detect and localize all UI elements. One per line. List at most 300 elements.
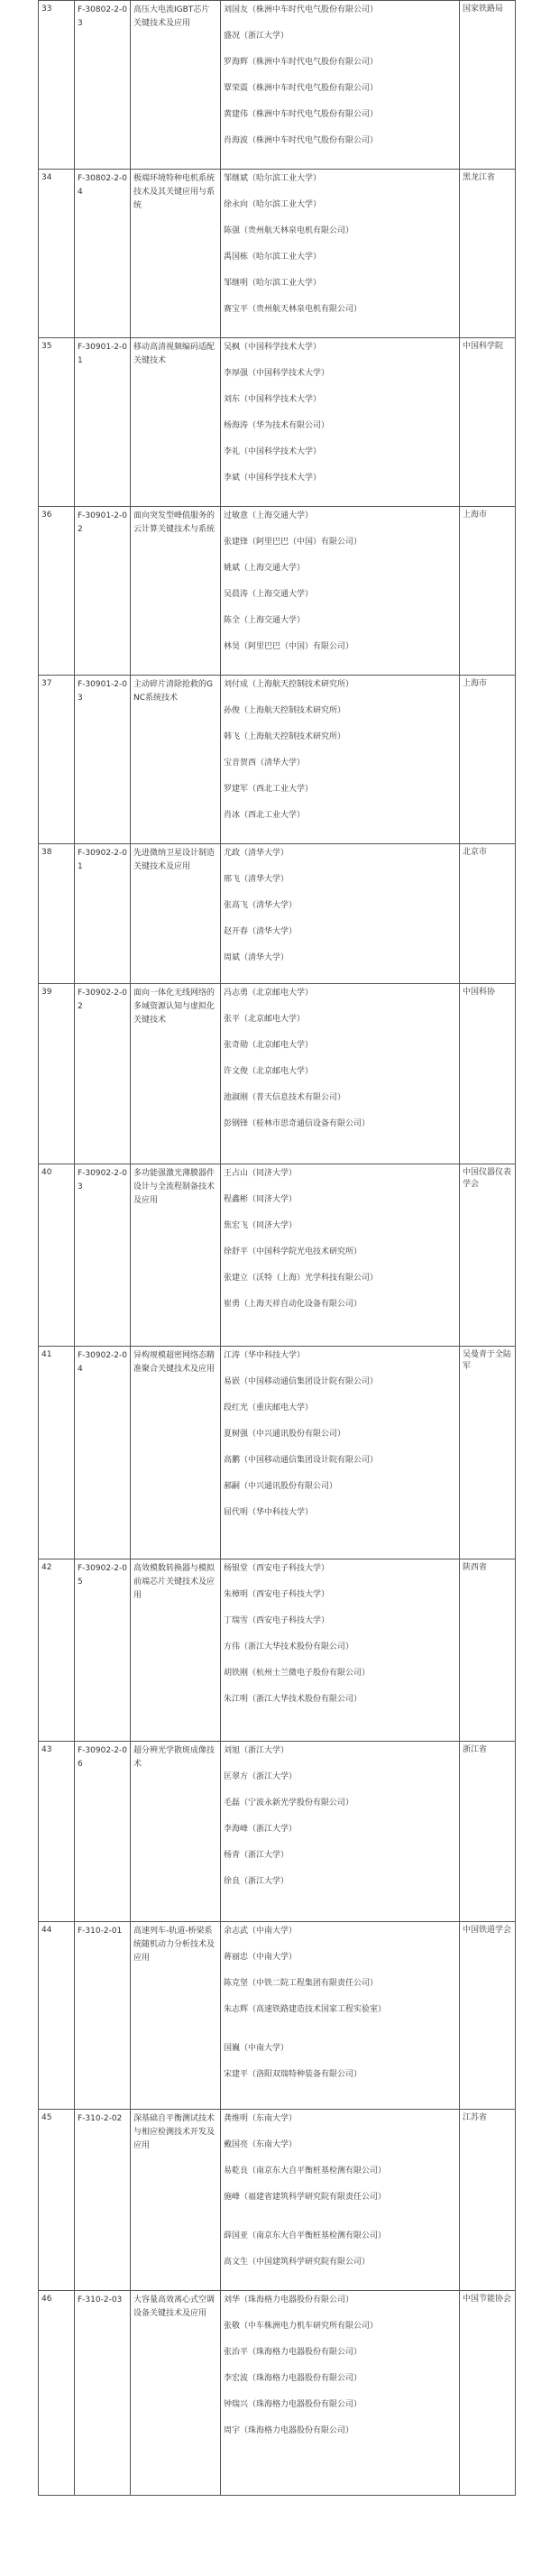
table-row xyxy=(39,984,516,1164)
project-title: 高压大电流IGBT芯片关键技术及应用 xyxy=(131,1,221,170)
member-entry xyxy=(224,847,456,873)
member-name: 禹国栋 xyxy=(224,253,249,262)
member-entry xyxy=(224,2139,456,2165)
project-code: F-30902-2-04 xyxy=(75,1347,131,1559)
member-organization: （哈尔滨工业大学） xyxy=(248,200,322,209)
member-name: 李海峰 xyxy=(224,1825,249,1834)
nominator: 陕西省 xyxy=(460,1559,516,1742)
member-organization: （清华大学） xyxy=(240,875,289,884)
member-organization: （中国移动通信集团设计院有限公司） xyxy=(240,1377,379,1386)
member-list xyxy=(221,1,460,170)
member-organization: （上海航天控制技术研究所） xyxy=(248,680,354,689)
member-organization: （珠海格力电器股份有限公司） xyxy=(248,2400,362,2409)
member-organization: （阿里巴巴（中国）有限公司） xyxy=(248,538,362,547)
member-name: 彭钢锋 xyxy=(224,1119,249,1128)
member-organization: （北京邮电大学） xyxy=(240,1015,306,1024)
member-entry xyxy=(224,198,456,225)
member-organization: （哈尔滨工业大学） xyxy=(248,174,322,183)
member-organization: （浙江大华技术股份有限公司） xyxy=(248,1695,362,1704)
member-name: 罗建军 xyxy=(224,785,249,794)
member-name: 宝音贺西 xyxy=(224,759,257,768)
member-name: 焦宏飞 xyxy=(224,1221,249,1230)
member-list xyxy=(221,844,460,984)
member-organization: （中国科学院光电技术研究所） xyxy=(248,1247,362,1256)
member-name: 丁瑞雪 xyxy=(224,1616,249,1625)
member-name: 覃荣震 xyxy=(224,84,249,93)
member-organization: （中兴通讯股份有限公司） xyxy=(248,1430,346,1439)
member-name: 许文俊 xyxy=(224,1067,249,1076)
member-organization: （浙江大华技术股份有限公司） xyxy=(240,1642,354,1651)
member-organization: （清华大学） xyxy=(240,953,289,962)
member-organization: （中铁二院工程集团有限责任公司） xyxy=(248,1979,379,1988)
member-organization: （西北工业大学） xyxy=(248,785,314,794)
member-name: 尤政 xyxy=(224,849,241,858)
member-entry xyxy=(224,1428,456,1454)
member-name: 戴国亮 xyxy=(224,2140,249,2149)
member-name: 钟瑞兴 xyxy=(224,2400,249,2409)
table-row xyxy=(39,1,516,170)
member-list xyxy=(221,507,460,676)
member-entry xyxy=(224,1454,456,1480)
nominator: 中国科学院 xyxy=(460,338,516,507)
member-name: 易乾良 xyxy=(224,2167,249,2176)
member-organization: （中国科学技术大学） xyxy=(240,343,322,352)
nominator: 江苏省 xyxy=(460,2110,516,2291)
member-entry xyxy=(224,1823,456,1849)
member-organization: （同济大学） xyxy=(248,1221,298,1230)
member-entry xyxy=(224,536,456,562)
project-code: F-30901-2-03 xyxy=(75,676,131,844)
member-entry xyxy=(224,1375,456,1402)
member-organization: （中国科学技术大学） xyxy=(240,474,322,483)
member-entry xyxy=(224,899,456,925)
member-organization: （中国科学技术大学） xyxy=(240,447,322,456)
nominator: 国家铁路局 xyxy=(460,1,516,170)
member-organization: （哈尔滨工业大学） xyxy=(248,253,322,262)
member-organization: （上海交通大学） xyxy=(240,616,306,625)
member-organization: （上海航天控制技术研究所） xyxy=(240,706,346,715)
member-name: 张平 xyxy=(224,1015,241,1024)
member-organization: （贵州航天林泉电机有限公司） xyxy=(248,305,362,314)
member-name: 黄建伟 xyxy=(224,110,249,119)
member-name: 张敬 xyxy=(224,2322,241,2331)
member-entry xyxy=(224,2256,456,2282)
member-entry xyxy=(224,1298,456,1324)
member-entry xyxy=(224,1349,456,1375)
member-list xyxy=(221,676,460,844)
member-organization: （沃特（上海）光学科技有限公司） xyxy=(248,1274,379,1283)
member-entry xyxy=(224,108,456,134)
member-organization: （株洲中车时代电气股份有限公司） xyxy=(248,58,379,67)
table-row xyxy=(39,2291,516,2496)
project-title: 高效模数转换器与模拟前端芯片关键技术及应用 xyxy=(131,1559,221,1742)
member-name: 周斌 xyxy=(224,953,241,962)
member-entry xyxy=(224,2165,456,2191)
member-entry xyxy=(224,225,456,251)
member-organization: （福建省建筑科学研究院有限责任公司） xyxy=(240,2193,387,2202)
project-code: F-310-2-02 xyxy=(75,2110,131,2291)
member-list xyxy=(221,338,460,507)
member-name: 王占山 xyxy=(224,1169,249,1178)
member-name: 毛磊 xyxy=(224,1799,241,1808)
member-name: 邹继斌 xyxy=(224,174,249,183)
member-entry xyxy=(224,134,456,161)
member-name: 薛国亚 xyxy=(224,2231,249,2240)
member-organization: （上海交通大学） xyxy=(248,511,314,520)
member-name: 高文生 xyxy=(224,2258,249,2267)
member-entry xyxy=(224,472,456,498)
member-entry xyxy=(224,1977,456,2003)
awards-table xyxy=(38,0,516,2496)
member-name: 刘国友 xyxy=(224,5,249,14)
nominator: 黑龙江省 xyxy=(460,170,516,338)
member-organization: （株洲中车时代电气股份有限公司） xyxy=(248,84,379,93)
member-entry xyxy=(224,30,456,56)
member-organization: （同济大学） xyxy=(248,1169,298,1178)
member-entry xyxy=(224,2230,456,2256)
member-entry xyxy=(224,2042,456,2068)
member-entry xyxy=(224,1118,456,1144)
member-organization: （中兴通讯股份有限公司） xyxy=(240,1482,338,1491)
member-organization: （上海航天控制技术研究所） xyxy=(240,732,346,741)
member-entry xyxy=(224,588,456,614)
member-entry xyxy=(224,172,456,198)
table-row xyxy=(39,1922,516,2110)
project-title: 极端环境特种电机系统技术及其关键应用与系统 xyxy=(131,170,221,338)
member-entry xyxy=(224,2320,456,2346)
member-organization: （浙江大学） xyxy=(240,1851,289,1860)
member-organization: （上海交通大学） xyxy=(240,564,306,573)
member-organization: （株洲中车时代电气股份有限公司） xyxy=(248,5,379,14)
member-name: 赵开春 xyxy=(224,927,249,936)
member-organization: （东南大学） xyxy=(248,2114,298,2123)
member-organization: （中国科学技术大学） xyxy=(240,395,322,404)
project-title: 高速列车-轨道-桥梁系统随机动力分析技术及应用 xyxy=(131,1922,221,2110)
member-entry xyxy=(224,640,456,667)
member-name: 易嵌 xyxy=(224,1377,241,1386)
member-entry xyxy=(224,704,456,731)
table-row xyxy=(39,2110,516,2291)
member-name: 邢飞 xyxy=(224,875,241,884)
member-organization: （洛阳双瑞特种装备有限公司） xyxy=(248,2070,362,2079)
member-name: 韩飞 xyxy=(224,732,241,741)
nominator: 中国铁道学会 xyxy=(460,1922,516,2110)
member-organization: （南京东大自平衡桩基检测有限公司） xyxy=(248,2231,387,2240)
member-name: 姚斌 xyxy=(224,564,241,573)
project-title: 多功能强激光薄膜器件设计与全流程制备技术及应用 xyxy=(131,1164,221,1347)
member-list xyxy=(221,2291,460,2496)
member-organization: （浙江大学） xyxy=(248,1772,298,1781)
nominator: 中国科协 xyxy=(460,984,516,1164)
member-organization: （珠海格力电器股份有限公司） xyxy=(240,2426,354,2435)
project-code: F-310-2-01 xyxy=(75,1922,131,2110)
member-name: 冯志勇 xyxy=(224,989,249,998)
member-entry xyxy=(224,1402,456,1428)
project-code: F-310-2-03 xyxy=(75,2291,131,2496)
member-name: 李厚强 xyxy=(224,369,249,378)
project-code: F-30902-2-06 xyxy=(75,1742,131,1922)
member-entry xyxy=(224,2191,456,2230)
member-entry xyxy=(224,987,456,1013)
nominator: 上海市 xyxy=(460,676,516,844)
project-title: 大容量高效离心式空调设备关键技术及应用 xyxy=(131,2291,221,2496)
member-entry xyxy=(224,1091,456,1118)
member-name: 刘华 xyxy=(224,2295,241,2305)
nominator: 北京市 xyxy=(460,844,516,984)
member-name: 朱樟明 xyxy=(224,1590,249,1599)
member-organization: （清华大学） xyxy=(248,901,298,910)
member-name: 施峰 xyxy=(224,2193,241,2202)
member-name: 陈克坚 xyxy=(224,1979,249,1988)
member-organization: （清华大学） xyxy=(240,849,289,858)
nominator: 中国节能协会 xyxy=(460,2291,516,2496)
row-number: 35 xyxy=(39,338,75,507)
member-name: 匡翠方 xyxy=(224,1772,249,1781)
member-list xyxy=(221,1164,460,1347)
member-name: 程鑫彬 xyxy=(224,1195,249,1204)
member-name: 胡铁刚 xyxy=(224,1669,249,1678)
member-organization: （华中科技大学） xyxy=(248,1508,314,1517)
project-title: 主动碎片清除抢救的GNC系统技术 xyxy=(131,676,221,844)
member-name: 李礼 xyxy=(224,447,241,456)
member-organization: （上海交通大学） xyxy=(248,590,314,599)
member-entry xyxy=(224,1272,456,1298)
member-entry xyxy=(224,2398,456,2424)
member-entry xyxy=(224,2346,456,2372)
member-name: 刘旭 xyxy=(224,1746,241,1755)
member-entry xyxy=(224,757,456,783)
member-entry xyxy=(224,731,456,757)
member-organization: （清华大学） xyxy=(256,759,306,768)
member-organization: （中车株洲电力机车研究所有限公司） xyxy=(240,2322,379,2331)
member-name: 陈全 xyxy=(224,616,241,625)
member-name: 国巍 xyxy=(224,2044,241,2053)
project-title: 面向突发型峰值服务的云计算关键技术与系统 xyxy=(131,507,221,676)
member-entry xyxy=(224,1588,456,1615)
project-title: 超分辨光学散斑成像技术 xyxy=(131,1742,221,1922)
member-list xyxy=(221,1742,460,1922)
member-entry xyxy=(224,1013,456,1039)
member-name: 高鹏 xyxy=(224,1456,241,1465)
member-entry xyxy=(224,1797,456,1823)
table-row xyxy=(39,676,516,844)
member-entry xyxy=(224,2372,456,2398)
nominator: 吴曼青于全陆军 xyxy=(460,1347,516,1559)
member-entry xyxy=(224,1849,456,1875)
member-name: 池淑刚 xyxy=(224,1093,249,1102)
member-entry xyxy=(224,1875,456,1901)
member-organization: （重庆邮电大学） xyxy=(248,1403,314,1412)
member-entry xyxy=(224,2068,456,2094)
member-organization: （中国建筑科学研究院有限公司） xyxy=(248,2258,371,2267)
member-name: 朱志辉 xyxy=(224,2005,249,2014)
member-name: 余志武 xyxy=(224,1927,249,1936)
member-name: 林昊 xyxy=(224,642,241,651)
project-code: F-30802-2-03 xyxy=(75,1,131,170)
row-number: 39 xyxy=(39,984,75,1164)
member-organization: （阿里巴巴（中国）有限公司） xyxy=(240,642,354,651)
member-name: 杨青 xyxy=(224,1851,241,1860)
member-name: 陈强 xyxy=(224,226,241,235)
member-name: 崔勇 xyxy=(224,1300,241,1309)
member-entry xyxy=(224,2294,456,2320)
member-name: 张建立 xyxy=(224,1274,249,1283)
member-organization: （西安电子科技大学） xyxy=(248,1616,330,1625)
member-name: 罗海辉 xyxy=(224,58,249,67)
member-organization: （中国科学技术大学） xyxy=(248,369,330,378)
row-number: 34 xyxy=(39,170,75,338)
member-organization: （东南大学） xyxy=(248,2140,298,2149)
project-title: 深基础自平衡测试技术与相应检测技术开发及应用 xyxy=(131,2110,221,2291)
member-entry xyxy=(224,277,456,303)
member-entry xyxy=(224,341,456,367)
table-row xyxy=(39,1164,516,1347)
member-name: 张奇勋 xyxy=(224,1041,249,1050)
member-list xyxy=(221,1559,460,1742)
row-number: 33 xyxy=(39,1,75,170)
member-entry xyxy=(224,809,456,835)
project-title: 异构规模超密网络态精准聚合关键技术及应用 xyxy=(131,1347,221,1559)
member-organization: （中国移动通信集团设计院有限公司） xyxy=(240,1456,379,1465)
member-organization: （西北工业大学） xyxy=(240,811,306,820)
member-name: 张建锋 xyxy=(224,538,249,547)
row-number: 43 xyxy=(39,1742,75,1922)
member-organization: （桂林市思奇通信设备有限公司） xyxy=(248,1119,371,1128)
member-entry xyxy=(224,393,456,419)
project-code: F-30901-2-02 xyxy=(75,507,131,676)
member-list xyxy=(221,1922,460,2110)
member-organization: （株洲中车时代电气股份有限公司） xyxy=(248,110,379,119)
member-entry xyxy=(224,1039,456,1065)
member-name: 吴枫 xyxy=(224,343,241,352)
member-entry xyxy=(224,1667,456,1693)
project-code: F-30902-2-01 xyxy=(75,844,131,984)
member-entry xyxy=(224,303,456,329)
member-name: 肖冰 xyxy=(224,811,241,820)
member-organization: （浙江大学） xyxy=(240,1746,289,1755)
row-number: 36 xyxy=(39,507,75,676)
member-entry xyxy=(224,510,456,536)
member-entry xyxy=(224,251,456,277)
member-name: 郝嗣 xyxy=(224,1482,241,1491)
member-organization: （高速铁路建造技术国家工程实验室） xyxy=(248,2005,387,2014)
member-entry xyxy=(224,4,456,30)
member-entry xyxy=(224,873,456,899)
project-title: 面向一体化无线网络的多域资源认知与虚拟化关键技术 xyxy=(131,984,221,1164)
member-name: 夏树强 xyxy=(224,1430,249,1439)
member-name: 屈代明 xyxy=(224,1508,249,1517)
row-number: 44 xyxy=(39,1922,75,2110)
member-entry xyxy=(224,1693,456,1719)
member-name: 蒋丽忠 xyxy=(224,1953,249,1962)
member-entry xyxy=(224,367,456,393)
member-name: 李斌 xyxy=(224,474,241,483)
awards-table-body xyxy=(39,1,516,2496)
member-entry xyxy=(224,1615,456,1641)
member-organization: （浙江大学） xyxy=(240,1877,289,1886)
member-organization: （南京东大自平衡桩基检测有限公司） xyxy=(248,2167,387,2176)
nominator: 浙江省 xyxy=(460,1742,516,1922)
member-entry xyxy=(224,1193,456,1219)
project-code: F-30802-2-04 xyxy=(75,170,131,338)
row-number: 42 xyxy=(39,1559,75,1742)
row-number: 41 xyxy=(39,1347,75,1559)
member-name: 杨银堂 xyxy=(224,1564,249,1573)
member-entry xyxy=(224,56,456,82)
member-name: 刘付成 xyxy=(224,680,249,689)
member-name: 张治平 xyxy=(224,2348,249,2357)
member-name: 徐良 xyxy=(224,1877,241,1886)
row-number: 37 xyxy=(39,676,75,844)
member-entry xyxy=(224,925,456,952)
member-organization: （珠海格力电器股份有限公司） xyxy=(248,2374,362,2383)
member-list xyxy=(221,1347,460,1559)
member-organization: （贵州航天林泉电机有限公司） xyxy=(240,226,354,235)
member-organization: （西安电子科技大学） xyxy=(248,1590,330,1599)
table-row xyxy=(39,170,516,338)
member-entry xyxy=(224,1641,456,1667)
member-entry xyxy=(224,678,456,704)
table-row xyxy=(39,1347,516,1559)
member-organization: （中南大学） xyxy=(248,1927,298,1936)
member-organization: （清华大学） xyxy=(248,927,298,936)
row-number: 45 xyxy=(39,2110,75,2291)
member-list xyxy=(221,170,460,338)
member-entry xyxy=(224,1246,456,1272)
member-name: 周宇 xyxy=(224,2426,241,2435)
member-entry xyxy=(224,1951,456,1977)
member-organization: （同济大学） xyxy=(248,1195,298,1204)
row-number: 40 xyxy=(39,1164,75,1347)
member-name: 邹继明 xyxy=(224,279,249,288)
member-entry xyxy=(224,1480,456,1506)
table-row xyxy=(39,1742,516,1922)
member-entry xyxy=(224,2424,456,2451)
member-name: 肖海波 xyxy=(224,136,249,145)
member-name: 段红光 xyxy=(224,1403,249,1412)
member-name: 朱江明 xyxy=(224,1695,249,1704)
member-name: 过敏意 xyxy=(224,511,249,520)
member-list xyxy=(221,984,460,1164)
member-entry xyxy=(224,1506,456,1532)
member-organization: （华中科技大学） xyxy=(240,1351,306,1360)
member-organization: （中南大学） xyxy=(240,2044,289,2053)
member-name: 刘东 xyxy=(224,395,241,404)
row-number: 38 xyxy=(39,844,75,984)
member-entry xyxy=(224,1925,456,1951)
member-entry xyxy=(224,2112,456,2139)
member-entry xyxy=(224,1744,456,1771)
member-name: 孙俊 xyxy=(224,706,241,715)
member-entry xyxy=(224,1219,456,1246)
member-name: 方伟 xyxy=(224,1642,241,1651)
member-entry xyxy=(224,1167,456,1193)
member-organization: （宁波永新光学股份有限公司） xyxy=(240,1799,354,1808)
member-name: 张高飞 xyxy=(224,901,249,910)
member-entry xyxy=(224,1562,456,1588)
member-entry xyxy=(224,562,456,588)
table-row xyxy=(39,338,516,507)
member-organization: （珠海格力电器股份有限公司） xyxy=(248,2348,362,2357)
member-entry xyxy=(224,1771,456,1797)
member-name: 江涛 xyxy=(224,1351,241,1360)
project-title: 移动高清视频编码适配关键技术 xyxy=(131,338,221,507)
member-name: 龚维明 xyxy=(224,2114,249,2123)
member-entry xyxy=(224,952,456,978)
member-entry xyxy=(224,446,456,472)
project-code: F-30902-2-02 xyxy=(75,984,131,1164)
project-title: 先进微纳卫星设计制造关键技术及应用 xyxy=(131,844,221,984)
